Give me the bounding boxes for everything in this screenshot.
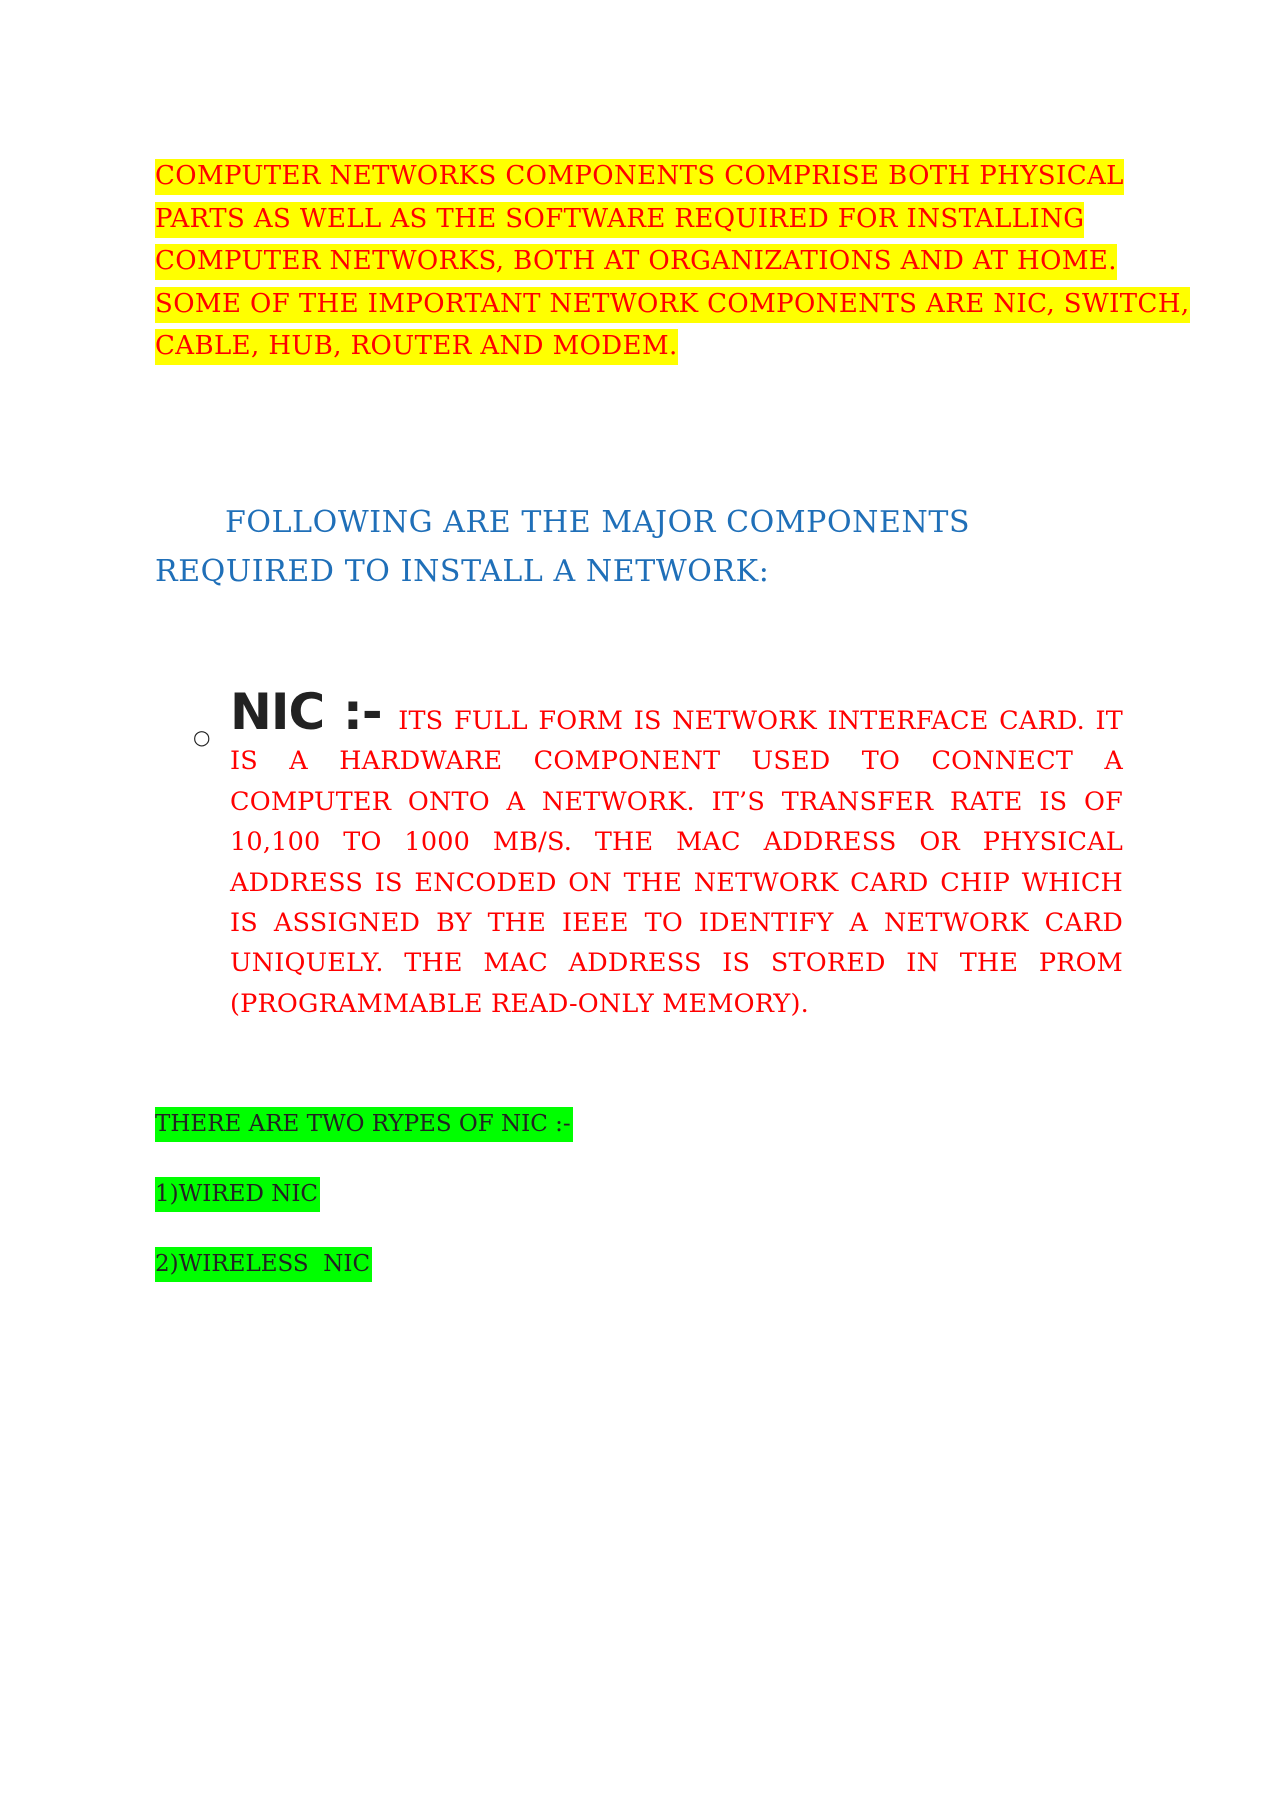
intro-line-text: PARTS AS WELL AS THE SOFTWARE REQUIRED FOR INSTALLING: [155, 202, 1084, 238]
intro-line: [155, 240, 1115, 283]
intro-line: [155, 198, 1115, 241]
nic-types-heading: [155, 1107, 573, 1141]
intro-line-text: COMPUTER NETWORKS, BOTH AT ORGANIZATIONS AND AT HOME.: [155, 244, 1117, 280]
nic-type-wired: 1)WIRED NIC: [155, 1177, 320, 1212]
intro-paragraph: [155, 155, 1190, 368]
nic-description: ITS FULL FORM IS NETWORK INTERFACE CARD. IT IS A HARDWARE COMPONENT USED TO CONNECT A COMPUTER ONTO A NETWORK. IT’S TRANSFER RATE IS OF 10,100 TO 1000 MB/S. THE MAC ADDRESS OR PHYSICAL ADDRESS IS ENCODED ON THE NETWORK CARD CHIP WHICH IS ASSIGNED BY THE IEEE TO IDENTIFY A NETWORK CARD UNIQUELY. THE MAC ADDRESS IS STORED IN THE PROM (PROGRAMMABLE READ-ONLY MEMORY).: [230, 706, 1123, 1019]
nic-type-item: [155, 1247, 372, 1281]
intro-line-text: COMPUTER NETWORKS COMPONENTS COMPRISE BOTH PHYSICAL: [155, 159, 1124, 195]
intro-line: [155, 155, 1124, 198]
components-heading: FOLLOWING ARE THE MAJOR COMPONENTS REQUIRED TO INSTALL A NETWORK:: [155, 505, 971, 589]
nic-type-item: [155, 1177, 320, 1211]
intro-line-text: CABLE, HUB, ROUTER AND MODEM.: [155, 329, 678, 365]
nic-title: NIC :-: [230, 683, 382, 741]
intro-line: [155, 325, 1115, 368]
intro-line: [155, 283, 1190, 326]
nic-type-wireless: 2)WIRELESS NIC: [155, 1247, 372, 1282]
intro-line-text: SOME OF THE IMPORTANT NETWORK COMPONENTS ARE NIC, SWITCH,: [155, 287, 1190, 323]
nic-types-heading-text: THERE ARE TWO RYPES OF NIC :-: [155, 1107, 573, 1142]
bullet-circle-icon: ○: [193, 725, 211, 749]
nic-section: [230, 683, 1123, 1024]
